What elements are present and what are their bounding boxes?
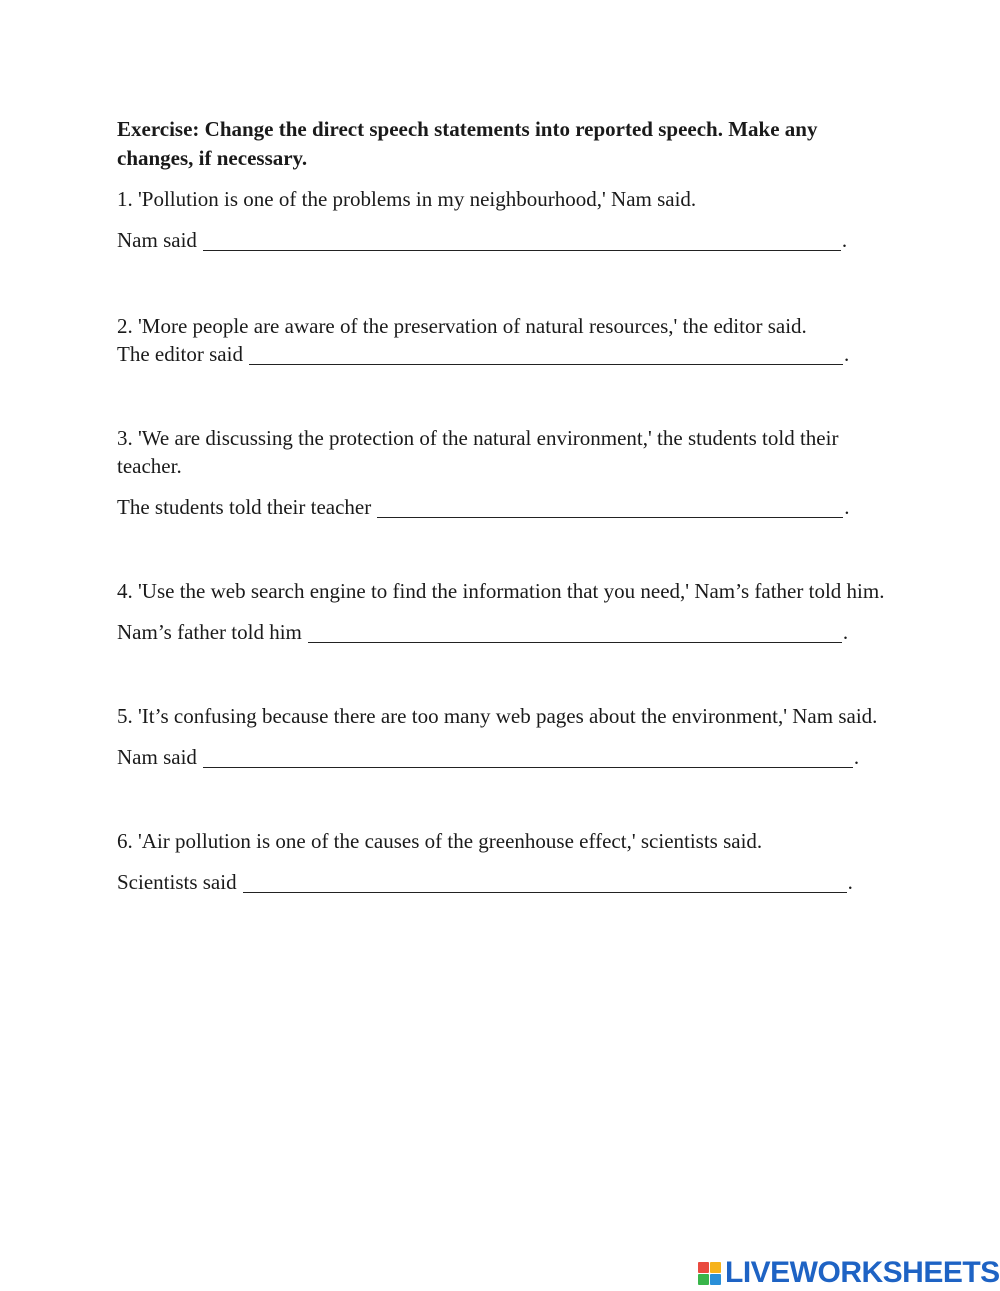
answer-prefix: Nam said <box>117 228 197 252</box>
answer-period: . <box>841 228 848 252</box>
question-text: 5. 'It’s confusing because there are too many web pages about the environment,' Nam said. <box>117 704 878 728</box>
answer-prefix: The editor said <box>117 342 243 366</box>
question-text: 2. 'More people are aware of the preservation of natural resources,' the editor said. <box>117 314 807 338</box>
answer-prefix: Scientists said <box>117 870 237 894</box>
logo-tile <box>710 1262 721 1273</box>
answer-blank-1[interactable] <box>203 230 841 251</box>
instructions: Exercise: Change the direct speech statements into reported speech. Make any changes, if necessary. <box>117 117 818 170</box>
answer-line <box>117 743 887 771</box>
logo-tile <box>698 1274 709 1285</box>
answer-line <box>117 868 887 896</box>
worksheet <box>117 115 887 896</box>
logo-tile <box>710 1274 721 1285</box>
question-text: 6. 'Air pollution is one of the causes of the greenhouse effect,' scientists said. <box>117 829 763 853</box>
answer-line <box>117 493 887 521</box>
answer-period: . <box>847 870 853 894</box>
liveworksheets-logo <box>698 1258 1000 1288</box>
exercise-item-6 <box>117 827 887 896</box>
question-text: 3. 'We are discussing the protection of the natural environment,' the students told their teacher. <box>117 426 839 478</box>
exercise-item-5 <box>117 702 887 771</box>
answer-prefix: The students told their teacher <box>117 495 372 519</box>
exercise-item-2 <box>117 312 887 368</box>
exercise-item-4 <box>117 577 887 646</box>
answer-line <box>117 226 887 254</box>
answer-period: . <box>842 620 849 644</box>
answer-blank-3[interactable] <box>377 497 843 518</box>
answer-period: . <box>844 495 850 519</box>
liveworksheets-logo-icon <box>698 1262 721 1285</box>
logo-tile <box>698 1262 709 1273</box>
answer-line <box>117 340 887 368</box>
exercise-item-3 <box>117 424 887 521</box>
question-text: 4. 'Use the web search engine to find the information that you need,' Nam’s father told him. <box>117 579 885 603</box>
answer-prefix: Nam’s father told him <box>117 620 302 644</box>
question-text: 1. 'Pollution is one of the problems in my neighbourhood,' Nam said. <box>117 187 697 211</box>
answer-blank-2[interactable] <box>249 344 843 365</box>
answer-blank-6[interactable] <box>243 872 847 893</box>
exercise-item-1 <box>117 185 887 254</box>
answer-period: . <box>843 342 850 366</box>
answer-blank-5[interactable] <box>203 747 853 768</box>
answer-prefix: Nam said <box>117 745 197 769</box>
answer-line <box>117 618 887 646</box>
answer-period: . <box>853 745 860 769</box>
answer-blank-4[interactable] <box>308 622 842 643</box>
brand-name: LIVEWORKSHEETS <box>725 1256 1000 1289</box>
